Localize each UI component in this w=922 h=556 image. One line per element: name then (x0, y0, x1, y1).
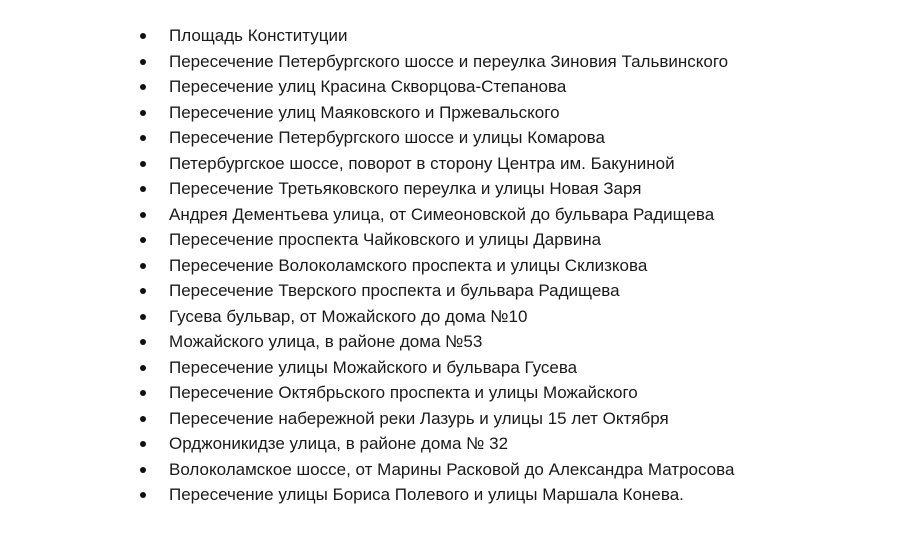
bullet-icon (140, 161, 146, 167)
list-item (138, 457, 734, 483)
bullet-icon (140, 59, 146, 65)
list-item-text: Гусева бульвар, от Можайского до дома №10 (169, 306, 528, 326)
list-item-text: Пересечение улицы Можайского и бульвара Гусева (169, 357, 578, 377)
list-item-text: Пересечение улиц Маяковского и Пржевальского (169, 102, 560, 122)
list-item (138, 100, 734, 126)
bullet-icon (140, 416, 146, 422)
list-item-text: Волоколамское шоссе, от Марины Расковой до Александра Матросова (169, 459, 735, 479)
bullet-icon (140, 33, 146, 39)
list-item (138, 125, 734, 151)
list-item-text: Пересечение Петербургского шоссе и переулка Зиновия Тальвинского (169, 51, 729, 71)
list-item (138, 304, 734, 330)
bullet-icon (140, 84, 146, 90)
list-item (138, 227, 734, 253)
list-item (138, 202, 734, 228)
bullet-icon (140, 390, 146, 396)
bullet-icon (140, 212, 146, 218)
list-item-text: Пересечение Третьяковского переулка и улицы Новая Заря (169, 179, 642, 198)
list-item (138, 278, 734, 304)
list-item-text: Пересечение проспекта Чайковского и улицы Дарвина (169, 230, 602, 249)
bullet-icon (140, 110, 146, 116)
bullet-icon (140, 263, 146, 269)
list-item (138, 329, 734, 355)
bullet-icon (140, 135, 146, 141)
bullet-icon (140, 441, 146, 447)
list-item (138, 176, 734, 202)
list-item-text: Пересечение Тверского проспекта и бульвара Радищева (169, 281, 620, 300)
bullet-icon (140, 365, 146, 371)
list-item (138, 406, 734, 432)
list-item-text: Площадь Конституции (169, 26, 348, 45)
list-item-text: Пересечение Октябрьского проспекта и улицы Можайского (169, 383, 638, 402)
bullet-icon (140, 288, 146, 294)
list-item-text: Пересечение набережной реки Лазурь и улицы 15 лет Октября (169, 408, 669, 428)
bullet-icon (140, 467, 146, 473)
bullet-icon (140, 492, 146, 498)
list-item (138, 431, 734, 457)
location-list (138, 23, 734, 508)
bullet-icon (140, 237, 146, 243)
list-item-text: Можайского улица, в районе дома №53 (169, 332, 483, 351)
bullet-icon (140, 186, 146, 192)
list-item (138, 74, 734, 100)
list-item (138, 253, 734, 279)
list-item-text: Пересечение улицы Бориса Полевого и улицы Маршала Конева. (169, 485, 684, 504)
list-item-text: Пересечение Петербургского шоссе и улицы Комарова (169, 128, 605, 147)
list-item (138, 482, 734, 508)
list-item-text: Петербургское шоссе, поворот в сторону Центра им. Бакуниной (169, 153, 675, 173)
bullet-icon (140, 314, 146, 320)
list-item (138, 355, 734, 381)
list-item-text: Андрея Дементьева улица, от Симеоновской до бульвара Радищева (169, 204, 715, 224)
list-item-text: Орджоникидзе улица, в районе дома № 32 (169, 434, 509, 453)
list-item (138, 49, 734, 75)
list-item-text: Пересечение Волоколамского проспекта и улицы Склизкова (169, 255, 648, 275)
list-item (138, 23, 734, 49)
list-item (138, 151, 734, 177)
bullet-icon (140, 339, 146, 345)
list-item (138, 380, 734, 406)
list-item-text: Пересечение улиц Красина Скворцова-Степанова (169, 77, 567, 96)
